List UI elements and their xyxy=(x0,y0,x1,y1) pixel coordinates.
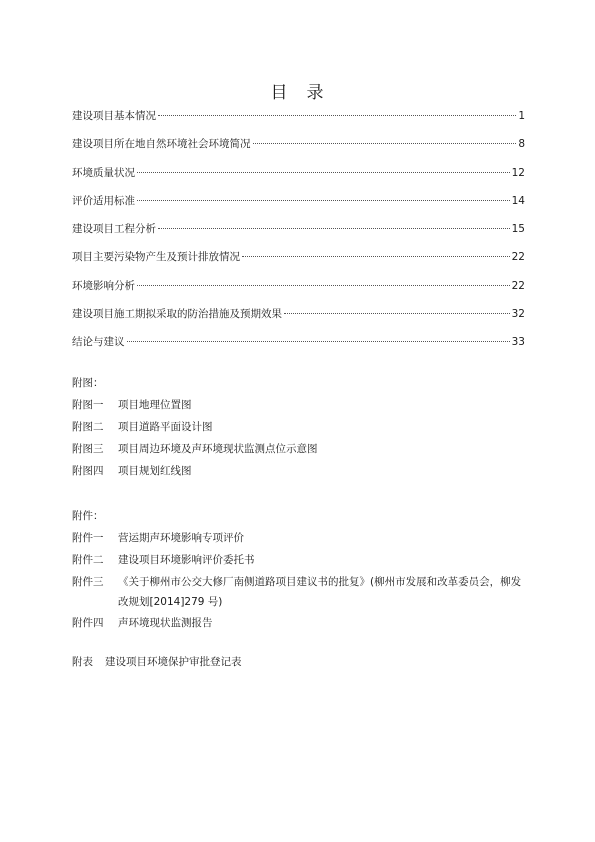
schedule-entry xyxy=(72,654,242,669)
figures-heading: 附图： xyxy=(72,377,104,389)
figure-item-label: 附图三 xyxy=(72,443,104,455)
toc-leader-dots xyxy=(127,341,510,342)
toc-entry-page: 1 xyxy=(518,110,525,122)
toc-entry-page: 22 xyxy=(511,279,525,292)
attachment-item-label: 附件一 xyxy=(72,532,104,544)
toc-entry-page: 33 xyxy=(511,336,525,349)
toc-entry-page: 8 xyxy=(518,138,525,151)
attachment-item-label: 附件二 xyxy=(72,554,104,566)
attachment-item-label: 附件四 xyxy=(72,617,104,629)
toc-entry-page: 22 xyxy=(511,251,525,264)
toc-leader-dots xyxy=(137,285,510,286)
toc-entry-label: 结论与建议 xyxy=(72,336,125,349)
toc-entry-label: 项目主要污染物产生及预计排放情况 xyxy=(72,251,240,264)
toc-leader-dots xyxy=(137,200,510,201)
toc-leader-dots xyxy=(253,143,517,144)
toc-entry-label: 建设项目所在地自然环境社会环境简况 xyxy=(72,138,251,151)
attachment-item-text: 声环境现状监测报告 xyxy=(118,617,213,629)
toc-entry-label: 建设项目施工期拟采取的防治措施及预期效果 xyxy=(72,308,282,321)
figure-item-text: 项目规划红线图 xyxy=(118,465,192,477)
toc-leader-dots xyxy=(137,172,510,173)
schedule-entry-text: 建设项目环境保护审批登记表 xyxy=(105,656,242,668)
attachment-item-label: 附件三 xyxy=(72,576,104,588)
toc-leader-dots xyxy=(158,228,510,229)
toc-entry[interactable] xyxy=(72,165,525,193)
toc-entry[interactable] xyxy=(72,249,525,277)
figure-item-text: 项目地理位置图 xyxy=(118,399,192,411)
figure-item xyxy=(72,416,527,438)
attachment-item-text: 营运期声环境影响专项评价 xyxy=(118,532,244,544)
attachment-item-text: 《关于柳州市公交大修厂南侧道路项目建议书的批复》(柳州市发展和改革委员会，柳发改规划[2014]279 号) xyxy=(118,576,522,608)
toc-leader-dots xyxy=(284,313,510,314)
toc-entry-label: 建设项目基本情况 xyxy=(72,110,156,122)
toc-entry[interactable] xyxy=(72,306,525,334)
toc-leader-dots xyxy=(158,115,516,116)
figure-item xyxy=(72,394,527,416)
figure-item-text: 项目周边环境及声环境现状监测点位示意图 xyxy=(118,443,318,455)
attachments-heading: 附件： xyxy=(72,510,104,522)
toc-entry-page: 15 xyxy=(511,223,525,236)
toc-entry[interactable] xyxy=(72,278,525,306)
toc-entry-label: 建设项目工程分析 xyxy=(72,223,156,236)
attachment-item xyxy=(72,571,527,612)
toc-entry-label: 评价适用标准 xyxy=(72,194,135,207)
attachment-item xyxy=(72,549,527,571)
figure-item-text: 项目道路平面设计图 xyxy=(118,421,213,433)
attachment-item xyxy=(72,612,527,634)
figure-item xyxy=(72,460,527,482)
table-of-contents xyxy=(72,108,525,363)
attachment-item-text: 建设项目环境影响评价委托书 xyxy=(118,554,255,566)
toc-entry-label: 环境质量状况 xyxy=(72,166,135,179)
figure-item-label: 附图四 xyxy=(72,465,104,477)
toc-entry-page: 32 xyxy=(511,308,525,321)
figure-item-label: 附图二 xyxy=(72,421,104,433)
attachment-item xyxy=(72,527,527,549)
schedule-entry-label: 附表 xyxy=(72,656,93,668)
figure-item xyxy=(72,438,527,460)
toc-entry[interactable] xyxy=(72,136,525,164)
attachments-section xyxy=(72,505,527,634)
page-title: 目 录 xyxy=(270,83,325,103)
toc-entry[interactable] xyxy=(72,334,525,362)
toc-entry[interactable] xyxy=(72,108,525,136)
toc-entry-page: 12 xyxy=(511,166,525,179)
figures-section xyxy=(72,372,527,482)
toc-entry-page: 14 xyxy=(511,194,525,207)
toc-entry[interactable] xyxy=(72,193,525,221)
figure-item-label: 附图一 xyxy=(72,399,104,411)
toc-entry[interactable] xyxy=(72,221,525,249)
toc-leader-dots xyxy=(242,256,510,257)
toc-entry-label: 环境影响分析 xyxy=(72,279,135,292)
